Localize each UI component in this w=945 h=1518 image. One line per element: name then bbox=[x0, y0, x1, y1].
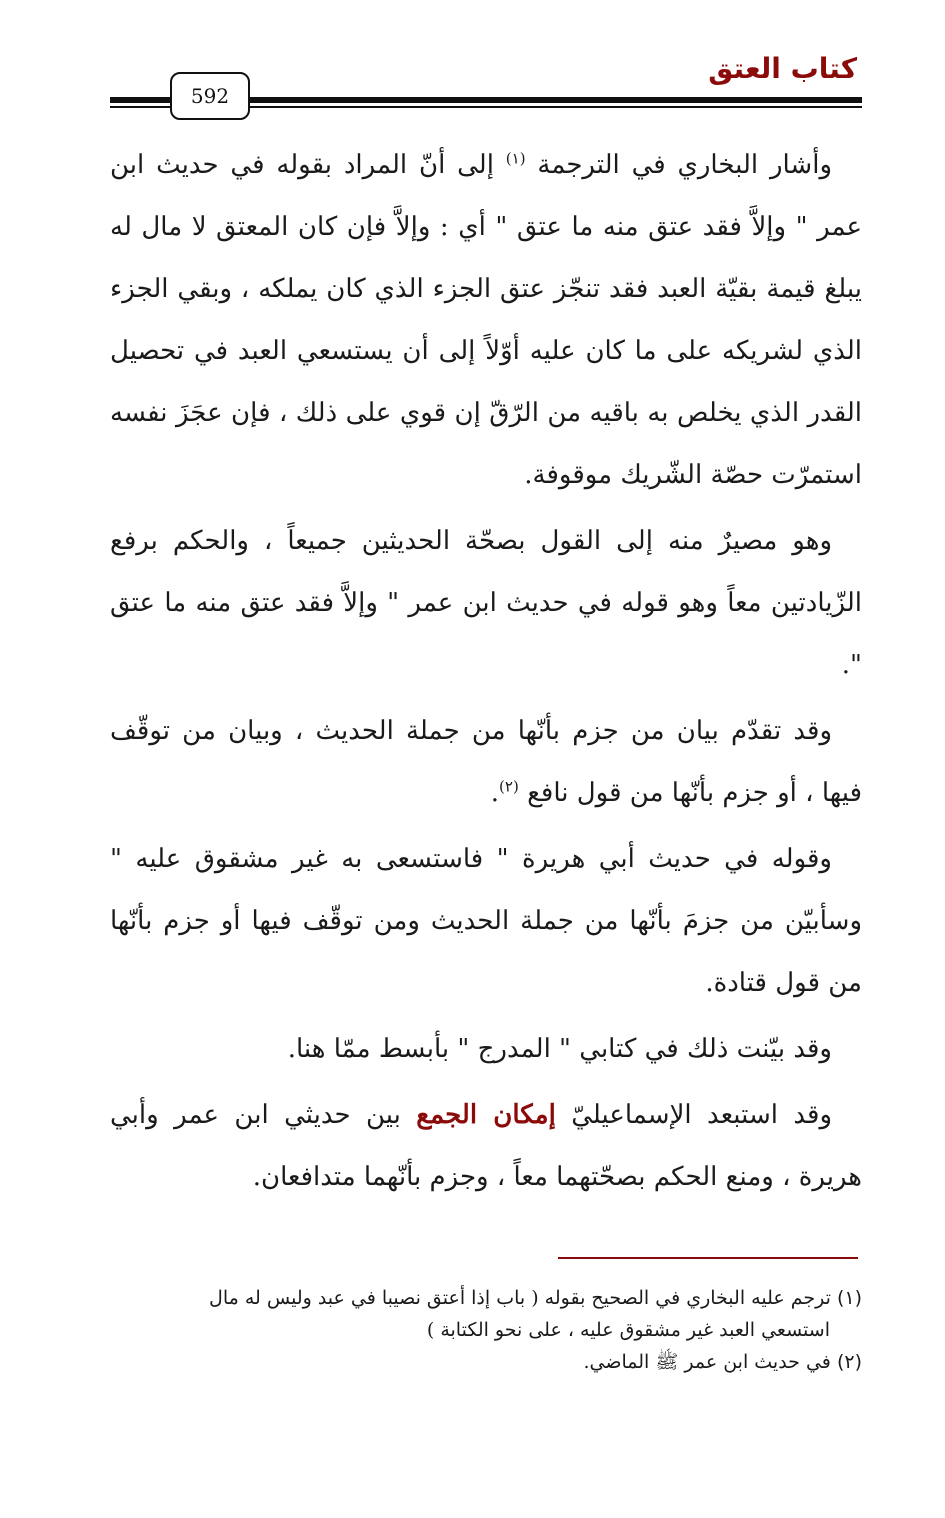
footnote-2-text: في حديث ابن عمر ﷺ الماضي. bbox=[583, 1351, 837, 1373]
footnote-1 bbox=[110, 1282, 862, 1314]
paragraph-3-start: وقد تقدّم بيان من جزم بأنّها من جملة الحديث ، وبيان من توقّف فيها ، أو جزم بأنّها من قول نافع bbox=[110, 716, 862, 808]
chapter-title: كتاب العتق bbox=[708, 52, 857, 85]
footnote-ref-2[interactable]: (٢) bbox=[499, 777, 519, 796]
footnote-1-continuation: استسعي العبد غير مشقوق عليه ، على نحو الكتابة ) bbox=[426, 1319, 830, 1341]
paragraph-5: وقد بيّنت ذلك في كتابي " المدرج " بأبسط ممّا هنا. bbox=[287, 1034, 832, 1064]
page-number: 592 bbox=[170, 72, 250, 120]
paragraph-6 bbox=[110, 1084, 862, 1208]
paragraph-1 bbox=[110, 134, 862, 506]
paragraph-1-start: وأشار البخاري في الترجمة bbox=[537, 150, 832, 180]
main-text bbox=[110, 134, 862, 1212]
footnote-1-text: ترجم عليه البخاري في الصحيح بقوله ( باب إذا أعتق نصيبا في عبد وليس له مال bbox=[209, 1287, 837, 1309]
paragraph-6-start: وقد استبعد الإسماعيليّ bbox=[555, 1100, 832, 1130]
paragraph-4: وقوله في حديث أبي هريرة " فاستسعى به غير مشقوق عليه " وسأبيّن من جزمَ بأنّها من جملة الحديث ومن توقّف فيها أو جزم بأنّها من قول قتادة. bbox=[110, 844, 862, 998]
footnote-separator bbox=[558, 1257, 858, 1259]
paragraph-3 bbox=[110, 700, 862, 824]
paragraph-1-rest: إلى أنّ المراد بقوله في حديث ابن عمر " وإلاَّ فقد عتق منه ما عتق " أي : وإلاَّ فإن كان المعتق لا مال له يبلغ قيمة بقيّة العبد فقد تنجّز عتق الجزء الذي كان يملكه ، وبقي الجزء الذي لشريكه على ما كان عليه أوّلاً إلى أن يستسعي العبد في تحصيل القدر الذي يخلص به باقيه من الرّقّ إن قوي على ذلك ، فإن عجَزَ نفسه استمرّت حصّة الشّريك موقوفة. bbox=[110, 150, 862, 490]
paragraph-3-end: . bbox=[490, 778, 500, 808]
footnote-ref-1[interactable]: (١) bbox=[505, 149, 526, 168]
footnote-2 bbox=[110, 1346, 862, 1378]
paragraph-6-rest: بين حديثي ابن عمر وأبي هريرة ، ومنع الحكم بصحّتهما معاً ، وجزم بأنّهما متدافعان. bbox=[110, 1100, 862, 1192]
footnote-1-number: (١) bbox=[836, 1287, 862, 1309]
highlighted-term: إمكان الجمع bbox=[416, 1100, 556, 1130]
paragraph-2: وهو مصيرٌ منه إلى القول بصحّة الحديثين جميعاً ، والحكم برفع الزّيادتين معاً وهو قوله في حديث ابن عمر " وإلاَّ فقد عتق منه ما عتق ". bbox=[110, 526, 862, 680]
footnotes bbox=[110, 1282, 862, 1378]
footnote-2-number: (٢) bbox=[836, 1351, 862, 1373]
